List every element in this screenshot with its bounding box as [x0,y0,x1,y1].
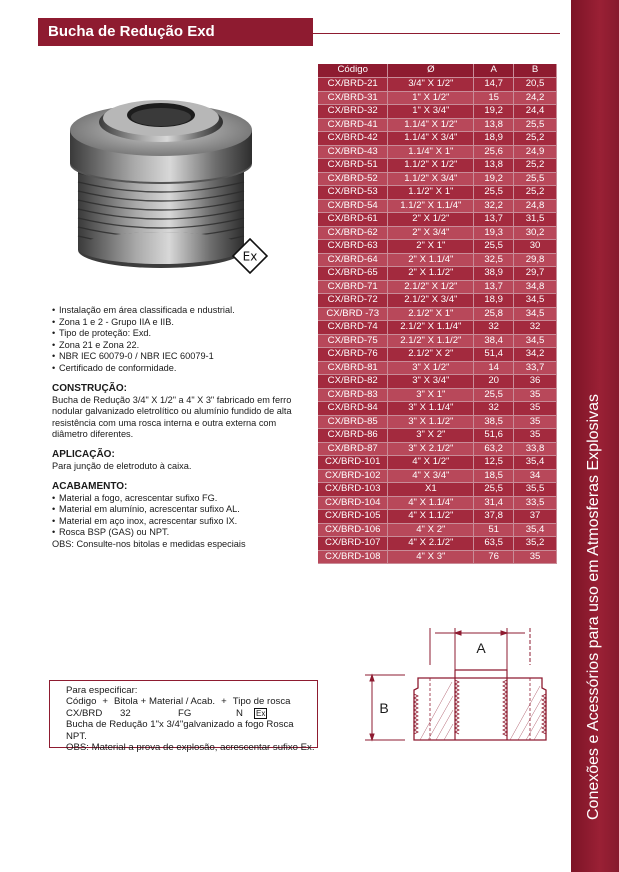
cell-b: 25,5 [514,172,557,186]
cell-diameter: 2" X 1.1/2" [388,267,474,281]
specify-formula [66,696,317,707]
cell-diameter: 3" X 2.1/2" [388,442,474,456]
cell-b: 33,7 [514,361,557,375]
cell-diameter: 3" X 1" [388,388,474,402]
cell-b: 36 [514,375,557,389]
cell-diameter: 2.1/2" X 2" [388,348,474,362]
cell-codigo: CX/BRD-32 [318,105,388,119]
feature-item: • Zona 21 e Zona 22. [52,340,312,352]
cell-diameter: X1 [388,483,474,497]
example-code: CX/BRD [66,707,103,719]
title-divider [313,33,560,34]
cell-a: 25,5 [474,240,514,254]
cell-b: 30,2 [514,226,557,240]
cell-codigo: CX/BRD-74 [318,321,388,335]
cell-codigo: CX/BRD-61 [318,213,388,227]
table-row [318,415,557,429]
table-row [318,159,557,173]
cell-diameter: 3/4" X 1/2" [388,78,474,92]
table-row [318,226,557,240]
cell-codigo: CX/BRD-82 [318,375,388,389]
cell-b: 25,2 [514,159,557,173]
formula-thread-type: Tipo de rosca [232,696,291,708]
cell-codigo: CX/BRD-21 [318,78,388,92]
cell-codigo: CX/BRD-64 [318,253,388,267]
cell-a: 20 [474,375,514,389]
table-row [318,402,557,416]
cell-b: 35 [514,402,557,416]
formula-size-material: Bitola + Material / Acab. [114,696,216,708]
cell-a: 32 [474,321,514,335]
table-row [318,483,557,497]
table-row [318,91,557,105]
cell-a: 38,9 [474,267,514,281]
table-row [318,388,557,402]
cell-a: 25,8 [474,307,514,321]
cell-b: 29,7 [514,267,557,281]
cell-b: 35,4 [514,523,557,537]
cell-codigo: CX/BRD-85 [318,415,388,429]
table-row [318,348,557,362]
table-row [318,510,557,524]
cell-b: 35 [514,429,557,443]
side-band-text: Conexões e Acessórios para uso em Atmosferas Explosivas [585,394,602,820]
cell-a: 37,8 [474,510,514,524]
technical-drawing [360,620,560,770]
cell-diameter: 1.1/2" X 1.1/4" [388,199,474,213]
cell-diameter: 1.1/4" X 3/4" [388,132,474,146]
table-row [318,118,557,132]
table-header-row [318,64,557,78]
cell-codigo: CX/BRD-65 [318,267,388,281]
cell-codigo: CX/BRD-41 [318,118,388,132]
acabamento-obs: OBS: Consulte-nos bitolas e medidas especiais [52,538,246,549]
cell-a: 13,8 [474,118,514,132]
cell-a: 38,4 [474,334,514,348]
table-row [318,307,557,321]
table-row [318,132,557,146]
acabamento-list [52,493,312,539]
cell-codigo: CX/BRD-106 [318,523,388,537]
cell-diameter: 1.1/2" X 1/2" [388,159,474,173]
cell-a: 25,5 [474,483,514,497]
table-row [318,280,557,294]
cell-a: 51,4 [474,348,514,362]
table-row [318,105,557,119]
cell-diameter: 2" X 1/2" [388,213,474,227]
cell-diameter: 4" X 2" [388,523,474,537]
cell-diameter: 2" X 1.1/4" [388,253,474,267]
cell-diameter: 4" X 1.1/2" [388,510,474,524]
cell-b: 34,5 [514,334,557,348]
cell-codigo: CX/BRD-51 [318,159,388,173]
cell-b: 35,5 [514,483,557,497]
cell-diameter: 1.1/2" X 3/4" [388,172,474,186]
table-row [318,496,557,510]
formula-plus: + [221,696,227,708]
cell-codigo: CX/BRD-62 [318,226,388,240]
table-row [318,294,557,308]
cell-codigo: CX/BRD-108 [318,550,388,564]
specify-sample: Bucha de Redução 1"x 3/4"galvanizado a fogo Rosca NPT. [66,719,294,742]
table-row [318,361,557,375]
cell-b: 20,5 [514,78,557,92]
cell-b: 29,8 [514,253,557,267]
cell-b: 35 [514,415,557,429]
cell-codigo: CX/BRD -73 [318,307,388,321]
cell-b: 32 [514,321,557,335]
ex-certification-icon [232,238,268,274]
cell-a: 15 [474,91,514,105]
page-title [38,18,313,46]
cell-b: 24,2 [514,91,557,105]
table-row [318,213,557,227]
table-row [318,253,557,267]
cell-b: 25,2 [514,186,557,200]
table-row [318,442,557,456]
table-row [318,469,557,483]
specify-heading: Para especificar: [66,685,138,696]
cell-b: 33,5 [514,496,557,510]
cell-diameter: 3" X 1.1/2" [388,415,474,429]
cell-diameter: 1" X 3/4" [388,105,474,119]
cell-a: 32,5 [474,253,514,267]
cell-a: 51 [474,523,514,537]
cell-codigo: CX/BRD-87 [318,442,388,456]
cell-codigo: CX/BRD-75 [318,334,388,348]
cell-diameter: 1" X 1/2" [388,91,474,105]
cell-b: 34,8 [514,280,557,294]
cell-a: 19,2 [474,172,514,186]
cell-b: 35 [514,550,557,564]
cell-codigo: CX/BRD-76 [318,348,388,362]
svg-text:Ex: Ex [242,249,258,264]
header-b: B [514,64,557,78]
cell-diameter: 4" X 1/2" [388,456,474,470]
acabamento-item: • Rosca BSP (GAS) ou NPT. [52,527,312,539]
cell-b: 31,5 [514,213,557,227]
aplicacao-text: Para junção de eletroduto à caixa. [52,460,192,471]
cell-a: 12,5 [474,456,514,470]
table-row [318,240,557,254]
specify-example [66,708,317,719]
cell-diameter: 4" X 3" [388,550,474,564]
feature-item: • NBR IEC 60079-0 / NBR IEC 60079-1 [52,351,312,363]
cell-a: 18,5 [474,469,514,483]
cell-codigo: CX/BRD-103 [318,483,388,497]
cell-b: 34,5 [514,307,557,321]
cell-a: 18,9 [474,294,514,308]
cell-diameter: 1.1/4" X 1" [388,145,474,159]
acabamento-heading: ACABAMENTO: [52,480,128,492]
cell-diameter: 2.1/2" X 1" [388,307,474,321]
table-row [318,375,557,389]
cell-diameter: 3" X 2" [388,429,474,443]
table-row [318,537,557,551]
cell-diameter: 4" X 1.1/4" [388,496,474,510]
cell-codigo: CX/BRD-84 [318,402,388,416]
cell-codigo: CX/BRD-83 [318,388,388,402]
example-ex-suffix: Ex [256,708,266,718]
cell-b: 35,2 [514,537,557,551]
cell-a: 14,7 [474,78,514,92]
cell-a: 18,9 [474,132,514,146]
feature-item: • Tipo de proteção: Exd. [52,328,312,340]
cell-b: 25,2 [514,132,557,146]
formula-code: Código [66,696,97,708]
cell-codigo: CX/BRD-101 [318,456,388,470]
cell-b: 34,5 [514,294,557,308]
cell-b: 25,5 [514,118,557,132]
acabamento-item: • Material a fogo, acrescentar sufixo FG. [52,493,312,505]
construcao-heading: CONSTRUÇÃO: [52,382,127,394]
cell-codigo: CX/BRD-31 [318,91,388,105]
cell-a: 19,3 [474,226,514,240]
cell-b: 24,8 [514,199,557,213]
table-row [318,267,557,281]
cell-a: 32,2 [474,199,514,213]
cell-codigo: CX/BRD-107 [318,537,388,551]
cell-a: 13,8 [474,159,514,173]
cell-a: 76 [474,550,514,564]
reducer-bushing-icon [60,60,260,270]
specify-obs: OBS: Material a prova de explosão, acrescentar sufixo Ex. [66,742,315,754]
cell-diameter: 3" X 1.1/4" [388,402,474,416]
cell-a: 63,2 [474,442,514,456]
cell-b: 34,2 [514,348,557,362]
table-row [318,78,557,92]
feature-item: • Certificado de conformidade. [52,363,312,375]
table-row [318,523,557,537]
dimension-a-label: A [476,640,486,656]
cell-diameter: 2.1/2" X 1.1/4" [388,321,474,335]
aplicacao-heading: APLICAÇÃO: [52,448,115,460]
page-title-text: Bucha de Redução Exd [48,23,215,40]
cell-a: 25,5 [474,388,514,402]
header-a: A [474,64,514,78]
acabamento-item: • Material em aço inox, acrescentar sufixo IX. [52,516,312,528]
cell-diameter: 2.1/2" X 1/2" [388,280,474,294]
cell-a: 13,7 [474,280,514,294]
cell-a: 51,6 [474,429,514,443]
table-row [318,199,557,213]
cell-diameter: 1.1/4" X 1/2" [388,118,474,132]
cell-codigo: CX/BRD-42 [318,132,388,146]
acabamento-item: • Material em alumínio, acrescentar sufixo AL. [52,504,312,516]
cell-codigo: CX/BRD-63 [318,240,388,254]
table-row [318,172,557,186]
table-row [318,321,557,335]
table-row [318,550,557,564]
cell-b: 33,8 [514,442,557,456]
cell-a: 31,4 [474,496,514,510]
cell-codigo: CX/BRD-43 [318,145,388,159]
construcao-text: Bucha de Redução 3/4" X 1/2" a 4" X 3" fabricado em ferro nodular galvanizado eletrolítico ou alumínio fundido de alta resistência com uma rosca interna e outra externa com diâmetro diferentes. [52,394,292,440]
cell-a: 25,6 [474,145,514,159]
cell-codigo: CX/BRD-105 [318,510,388,524]
specify-box [49,680,318,754]
specifications [52,305,312,551]
cell-codigo: CX/BRD-86 [318,429,388,443]
cell-b: 34 [514,469,557,483]
cell-codigo: CX/BRD-72 [318,294,388,308]
table-row [318,145,557,159]
cell-codigo: CX/BRD-52 [318,172,388,186]
table-row [318,186,557,200]
cell-diameter: 1.1/2" X 1" [388,186,474,200]
cell-a: 19,2 [474,105,514,119]
cell-codigo: CX/BRD-102 [318,469,388,483]
cell-diameter: 2" X 3/4" [388,226,474,240]
cell-diameter: 2.1/2" X 3/4" [388,294,474,308]
dimensions-table [318,64,557,564]
example-thread: N [236,707,243,719]
cell-b: 35,4 [514,456,557,470]
cell-b: 24,9 [514,145,557,159]
cell-diameter: 3" X 1/2" [388,361,474,375]
table-body [318,78,557,564]
table-row [318,456,557,470]
cell-codigo: CX/BRD-104 [318,496,388,510]
cell-a: 32 [474,402,514,416]
example-material: FG [178,707,192,719]
header-diameter: Ø [388,64,474,78]
formula-plus: + [102,696,109,708]
example-size: 32 [120,707,131,719]
cell-diameter: 3" X 3/4" [388,375,474,389]
cell-a: 38,5 [474,415,514,429]
cell-codigo: CX/BRD-53 [318,186,388,200]
cell-diameter: 2.1/2" X 1.1/2" [388,334,474,348]
cell-a: 13,7 [474,213,514,227]
cell-codigo: CX/BRD-54 [318,199,388,213]
cell-diameter: 2" X 1" [388,240,474,254]
feature-item: • Zona 1 e 2 - Grupo IIA e IIB. [52,317,312,329]
cell-b: 24,4 [514,105,557,119]
cell-a: 25,5 [474,186,514,200]
header-codigo: Código [318,64,388,78]
table-row [318,429,557,443]
cell-diameter: 4" X 3/4" [388,469,474,483]
cell-a: 14 [474,361,514,375]
dimension-b-label: B [379,700,389,716]
cell-b: 35 [514,388,557,402]
cell-a: 63,5 [474,537,514,551]
cell-diameter: 4" X 2.1/2" [388,537,474,551]
cell-codigo: CX/BRD-81 [318,361,388,375]
features-list [52,305,312,375]
feature-item: • Instalação em área classificada e ndustrial. [52,305,312,317]
cell-codigo: CX/BRD-71 [318,280,388,294]
cell-b: 30 [514,240,557,254]
cell-b: 37 [514,510,557,524]
table-row [318,334,557,348]
